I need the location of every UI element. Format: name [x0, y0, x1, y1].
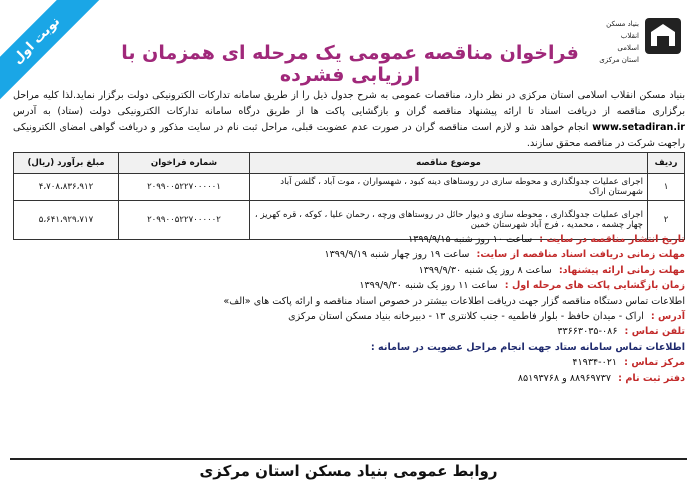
logo-line-3: استان مرکزی: [599, 56, 639, 64]
row-estimate-amount: ۴،۷۰۸،۸۳۶،۹۱۲: [14, 174, 119, 201]
ribbon-label: نوبت اول: [0, 0, 101, 105]
table-header-row: [14, 153, 685, 174]
opening-time-label: زمان بازگشایی پاکت های مرحله اول :: [504, 280, 685, 292]
publish-date-row: [13, 232, 685, 247]
docs-deadline-label: مهلت زمانی دریافت اسناد مناقصه از سایت:: [476, 249, 685, 261]
intro-text-1: بنیاد مسکن انقلاب اسلامی استان مرکزی در نظر دارد، مناقصات عمومی به شرح جدول ذیل را از طریق سامانه تدارکات الکترونیکی دولت برگزار نماید.لذا کلیه مراحل برگزاری مناقصه از دریافت اسناد تا ارائه پیشنهاد مناقصه گران و بازگشایی پاکت ها از طریق درگاه سامانه تدارکات الکترونیکی دولت (ستاد) به آدرس: [13, 90, 685, 117]
offer-deadline-value: ساعت ۸ روز یک شنبه ۱۳۹۹/۹/۳۰: [418, 264, 552, 276]
header-index: ردیف: [648, 153, 685, 174]
publish-date-label: تاریخ انتشار مناقصه در سایت :: [539, 234, 685, 245]
phone-row: [13, 324, 685, 339]
header-estimate-amount: مبلغ برآورد (ریال): [14, 153, 119, 174]
row-index: ۲: [648, 201, 685, 240]
setad-website-link[interactable]: www.setadiran.ir: [592, 122, 685, 133]
registration-office-value: ۸۸۹۶۹۷۳۷ و ۸۵۱۹۳۷۶۸: [517, 372, 612, 384]
phone-value: ۰۸۶-۳۳۶۶۳۰۳۵: [557, 326, 618, 338]
registration-office-row: [13, 371, 685, 386]
call-center-label: مرکز تماس :: [624, 357, 685, 369]
registration-office-label: دفتر ثبت نام :: [618, 372, 685, 384]
publish-date-value: ساعت ۱۰ روز شنبه ۱۳۹۹/۹/۱۵: [408, 234, 533, 245]
tender-table: [13, 152, 685, 240]
row-subject: اجرای عملیات جدولگذاری ، محوطه سازی و دیوار حائل در روستاهای ورچه ، رحمان علیا ، کوکه ، قره کهریز ، چهار چشمه ، محمدیه ، فرج آباد شهرستان خمین: [250, 201, 648, 240]
organization-logo: [593, 14, 683, 70]
row-index: ۱: [648, 174, 685, 201]
header-subject: موضوع مناقصه: [250, 153, 648, 174]
row-subject: اجرای عملیات جدولگذاری و محوطه سازی در روستاهای دینه کبود ، شهسواران ، موت آباد ، گلشن آباد شهرستان اراک: [250, 174, 648, 201]
housing-foundation-logo-icon: [643, 16, 683, 56]
row-call-number: ۲۰۹۹۰۰۵۲۲۷۰۰۰۰۰۲: [119, 201, 250, 240]
call-center-value: ۰۲۱-۴۱۹۳۴: [572, 357, 618, 369]
header-call-number: شماره فراخوان: [119, 153, 250, 174]
phone-label: تلفن تماس :: [624, 326, 685, 338]
contact-note: اطلاعات تماس دستگاه مناقصه گزار جهت دریافت اطلاعات بیشتر در خصوص اسناد مناقصه و ارائه پاکت های «الف»: [223, 295, 685, 307]
row-call-number: ۲۰۹۹۰۰۵۲۲۷۰۰۰۰۰۱: [119, 174, 250, 201]
footer-public-relations: روابط عمومی بنیاد مسکن استان مرکزی: [199, 462, 498, 480]
address-value: اراک - میدان حافظ - بلوار فاطمیه - جنب کلانتری ۱۳ - دبیرخانه بنیاد مسکن استان مرکزی: [288, 311, 644, 323]
tender-details: [13, 232, 685, 386]
table-row: [14, 174, 685, 201]
address-row: [13, 309, 685, 324]
call-center-row: [13, 355, 685, 370]
logo-caption: [593, 18, 639, 66]
setad-contact-label: اطلاعات تماس سامانه ستاد جهت انجام مراحل عضویت در سامانه :: [370, 341, 685, 353]
address-label: آدرس :: [650, 311, 685, 323]
offer-deadline-row: [13, 263, 685, 278]
logo-line-1: بنیاد مسکن انقلاب: [606, 20, 639, 40]
offer-deadline-label: مهلت زمانی ارائه پیشنهاد:: [558, 264, 685, 276]
opening-time-row: [13, 278, 685, 293]
intro-paragraph: [13, 88, 685, 152]
setad-contact-heading: [13, 340, 685, 355]
logo-line-2: اسلامی: [617, 44, 639, 52]
footer-divider: [10, 458, 687, 460]
docs-deadline-row: [13, 247, 685, 262]
row-estimate-amount: ۵،۶۴۱،۹۲۹،۷۱۷: [14, 201, 119, 240]
intro-text-2: انجام خواهد شد و لازم است مناقصه گران در صورت عدم عضویت قبلی، مراحل ثبت نام در سایت مذکور و دریافت گواهی امضای الکترونیکی راجهت شرکت در مناقصه محقق سازند.: [13, 122, 685, 149]
notice-title: فراخوان مناقصه عمومی یک مرحله ای همزمان با ارزیابی فشرده: [121, 42, 579, 86]
opening-time-value: ساعت ۱۱ روز یک شنبه ۱۳۹۹/۹/۳۰: [359, 280, 498, 292]
docs-deadline-value: ساعت ۱۹ روز چهار شنبه ۱۳۹۹/۹/۱۹: [324, 249, 470, 261]
